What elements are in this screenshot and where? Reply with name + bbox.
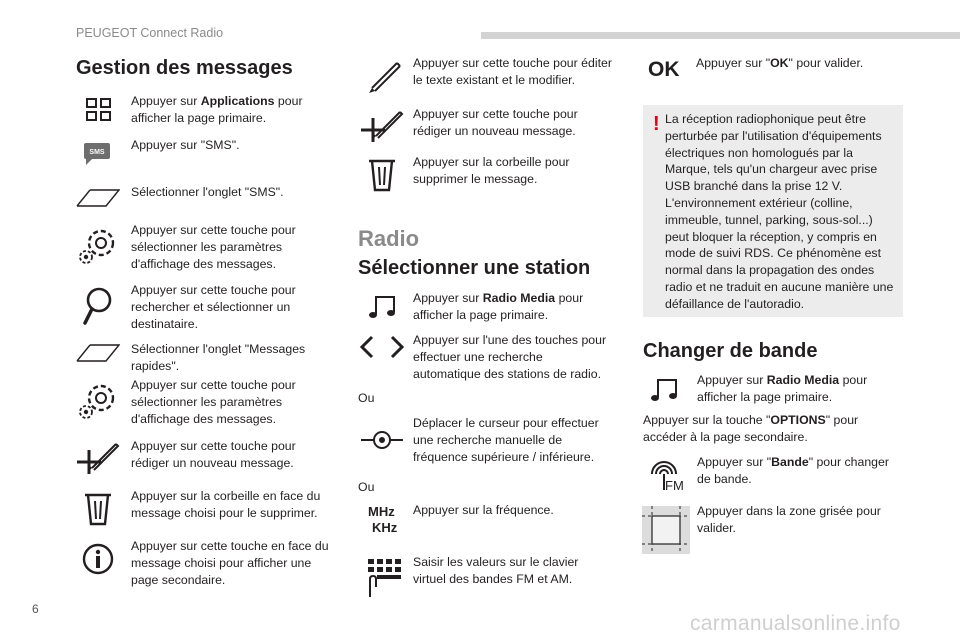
running-header: PEUGEOT Connect Radio bbox=[76, 26, 224, 40]
ok-icon: OK bbox=[648, 58, 680, 81]
section-title-messages: Gestion des messages bbox=[76, 57, 293, 79]
item-keypad: Saisir les valeurs sur le clavier virtuel des bandes FM et AM. bbox=[413, 555, 579, 586]
subtitle-select-station: Sélectionner une station bbox=[358, 257, 591, 279]
item-applications: Appuyer sur Applications pour afficher la page primaire. bbox=[131, 94, 303, 125]
fm-band-icon bbox=[648, 458, 688, 492]
mhz-label: MHz bbox=[368, 504, 395, 519]
tab-icon bbox=[76, 189, 120, 207]
applications-grid-icon bbox=[86, 98, 112, 122]
tuning-cursor-icon bbox=[360, 428, 404, 452]
item-sms: Appuyer sur "SMS". bbox=[131, 138, 240, 152]
keypad-icon bbox=[364, 557, 404, 599]
item-settings-1: Appuyer sur cette touche pour sélectionner les paramètres d'affichage des messages. bbox=[131, 223, 296, 271]
item-bande: Appuyer sur "Bande" pour changer de bande. bbox=[697, 455, 889, 486]
new-message-icon bbox=[360, 110, 404, 142]
header-rule bbox=[481, 32, 960, 39]
item-manual-search: Déplacer le curseur pour effectuer une recherche manuelle de fréquence supérieure / inférieure. bbox=[413, 416, 599, 464]
item-options: Appuyer sur la touche "OPTIONS" pour accéder à la page secondaire. bbox=[643, 413, 859, 444]
item-grey-zone: Appuyer dans la zone grisée pour valider. bbox=[697, 504, 881, 535]
mhz-khz-icon bbox=[368, 504, 402, 536]
label-or-1: Ou bbox=[358, 391, 375, 405]
item-trash-2: Appuyer sur la corbeille pour supprimer le message. bbox=[413, 155, 570, 186]
svg-text:SMS: SMS bbox=[89, 149, 105, 156]
item-tab-sms: Sélectionner l'onglet "SMS". bbox=[131, 185, 284, 199]
pencil-icon bbox=[366, 58, 402, 94]
item-search: Appuyer sur cette touche pour rechercher et sélectionner un destinataire. bbox=[131, 283, 296, 331]
item-radio-media: Appuyer sur Radio Media pour afficher la page primaire. bbox=[413, 291, 584, 322]
tab-icon bbox=[76, 344, 120, 362]
item-trash: Appuyer sur la corbeille en face du message choisi pour le supprimer. bbox=[131, 489, 321, 520]
item-new-message: Appuyer sur cette touche pour rédiger un nouveau message. bbox=[131, 439, 296, 470]
info-icon bbox=[82, 543, 114, 575]
sms-icon bbox=[82, 142, 112, 168]
grey-zone-icon bbox=[642, 506, 690, 554]
search-icon bbox=[82, 287, 114, 327]
settings-gear-icon bbox=[76, 381, 120, 421]
item-settings-2: Appuyer sur cette touche pour sélectionner les paramètres d'affichage des messages. bbox=[131, 378, 296, 426]
trash-icon bbox=[368, 158, 396, 192]
item-info: Appuyer sur cette touche en face du message choisi pour afficher une page secondaire. bbox=[131, 539, 329, 587]
item-tab-quick-messages: Sélectionner l'onglet "Messages rapides". bbox=[131, 342, 306, 373]
footer-watermark: carmanualsonline.info bbox=[690, 612, 901, 635]
fm-label: FM bbox=[665, 478, 684, 492]
warning-text: La réception radiophonique peut être perturbée par l'utilisation d'équipements électriques non homologués par la Marque, tels qu'un chargeur avec prise USB branché dans la prise 12 V. L'environnement extérieur (colline, immeuble, tunnel, parking, sous-sol...) peut bloquer la réception, y compris en mode de suivi RDS. Ce phénomène est normal dans la propagation des ondes radio et ne traduit en aucune manière une défaillance de l'autoradio. bbox=[665, 112, 894, 311]
music-note-icon bbox=[368, 294, 396, 320]
warning-mark-icon: ! bbox=[653, 113, 660, 135]
warning-box bbox=[643, 105, 903, 317]
prev-next-arrows-icon bbox=[358, 335, 406, 359]
page-number: 6 bbox=[32, 602, 39, 616]
section-title-radio: Radio bbox=[358, 226, 420, 251]
settings-gear-icon bbox=[76, 226, 120, 266]
item-auto-search: Appuyer sur l'une des touches pour effectuer une recherche automatique des stations de radio. bbox=[413, 333, 607, 381]
item-ok: Appuyer sur "OK" pour valider. bbox=[696, 56, 864, 70]
item-new-message-2: Appuyer sur cette touche pour rédiger un nouveau message. bbox=[413, 107, 578, 138]
item-frequency: Appuyer sur la fréquence. bbox=[413, 503, 554, 517]
subtitle-change-band: Changer de bande bbox=[643, 340, 818, 362]
music-note-icon bbox=[650, 377, 678, 403]
new-message-icon bbox=[76, 442, 120, 474]
khz-label: KHz bbox=[372, 520, 398, 535]
label-or-2: Ou bbox=[358, 480, 375, 494]
item-radio-media-band: Appuyer sur Radio Media pour afficher la page primaire. bbox=[697, 373, 868, 404]
item-edit-text: Appuyer sur cette touche pour éditer le texte existant et le modifier. bbox=[413, 56, 612, 87]
trash-icon bbox=[84, 492, 112, 526]
